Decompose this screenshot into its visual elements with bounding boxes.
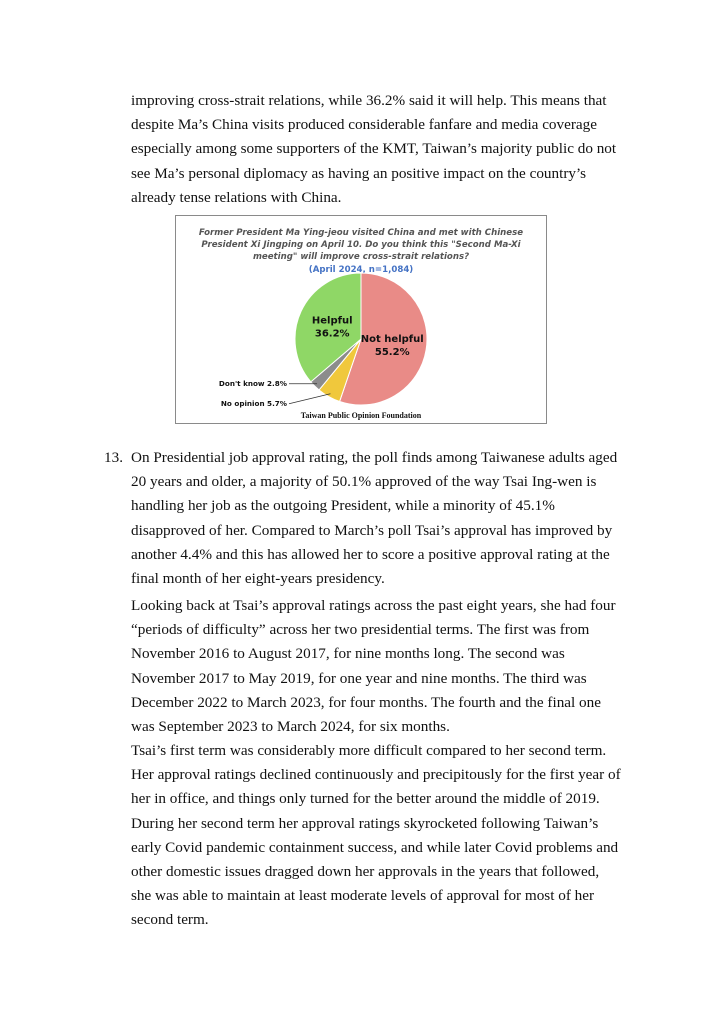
pie-chart-figure xyxy=(175,215,547,424)
list-number-13: 13. xyxy=(104,449,123,466)
chart-title-line-1: Former President Ma Ying-jeou visited China and met with Chinese xyxy=(198,228,524,238)
first-term-paragraph: Tsai’s first term was considerably more difficult compared to her second term. Her approval ratings declined continuously and precipitously for the first year of her in office, and things only turned for the better around the middle of 2019. During her second term her approval ratings skyrocketed following Taiwan’s early Covid pandemic containment success, and while later Covid problems and other domestic issues dragged down her approvals in the years that followed, she was able to maintain at least moderate levels of approval for most of her second term. xyxy=(131,742,621,929)
looking-back-paragraph: Looking back at Tsai’s approval ratings across the past eight years, she had four “periods of difficulty” across her two presidential terms. The first was from November 2016 to August 2017, for nine months long. The second was November 2017 to May 2019, for one year and nine months. The third was December 2022 to March 2023, for four months. The fourth and the final one was September 2023 to March 2024, for six months. xyxy=(131,597,616,736)
intro-paragraph: improving cross-strait relations, while 36.2% said it will help. This means that despite Ma’s China visits produced considerable fanfare and media coverage especially among some supporters of the KMT, Taiwan’s majority public do not see Ma’s personal diplomacy as having an positive impact on the country’s already tense relations with China. xyxy=(131,92,617,206)
chart-title-line-3: meeting" will improve cross-strait relations? xyxy=(252,252,470,262)
slice-label-don-t-know: Don't know 2.8% xyxy=(218,379,287,389)
slice-label-helpful: Helpful xyxy=(311,315,353,327)
item-13-paragraph: On Presidential job approval rating, the poll finds among Taiwanese adults aged 20 years and older, a majority of 50.1% approved of the way Tsai Ing-wen is handling her job as the outgoing President, while a minority of 45.1% disapproved of her. Compared to March’s poll Tsai’s approval has improved by another 4.4% and this has allowed her to score a positive approval rating at the final month of her eight-years presidency. xyxy=(131,449,618,588)
chart-source: Taiwan Public Opinion Foundation xyxy=(300,411,422,420)
chart-title-line-2: President Xi Jingping on April 10. Do you think this "Second Ma-Xi xyxy=(201,240,521,250)
slice-label-not-helpful: Not helpful xyxy=(360,334,424,346)
pie-chart xyxy=(176,216,546,423)
slice-value-helpful: 36.2% xyxy=(314,328,350,340)
slice-label-no-opinion: No opinion 5.7% xyxy=(220,399,287,409)
leader-line-no-opinion xyxy=(289,394,330,404)
slice-value-not-helpful: 55.2% xyxy=(374,347,410,359)
chart-subtitle: (April 2024, n=1,084) xyxy=(308,265,414,275)
